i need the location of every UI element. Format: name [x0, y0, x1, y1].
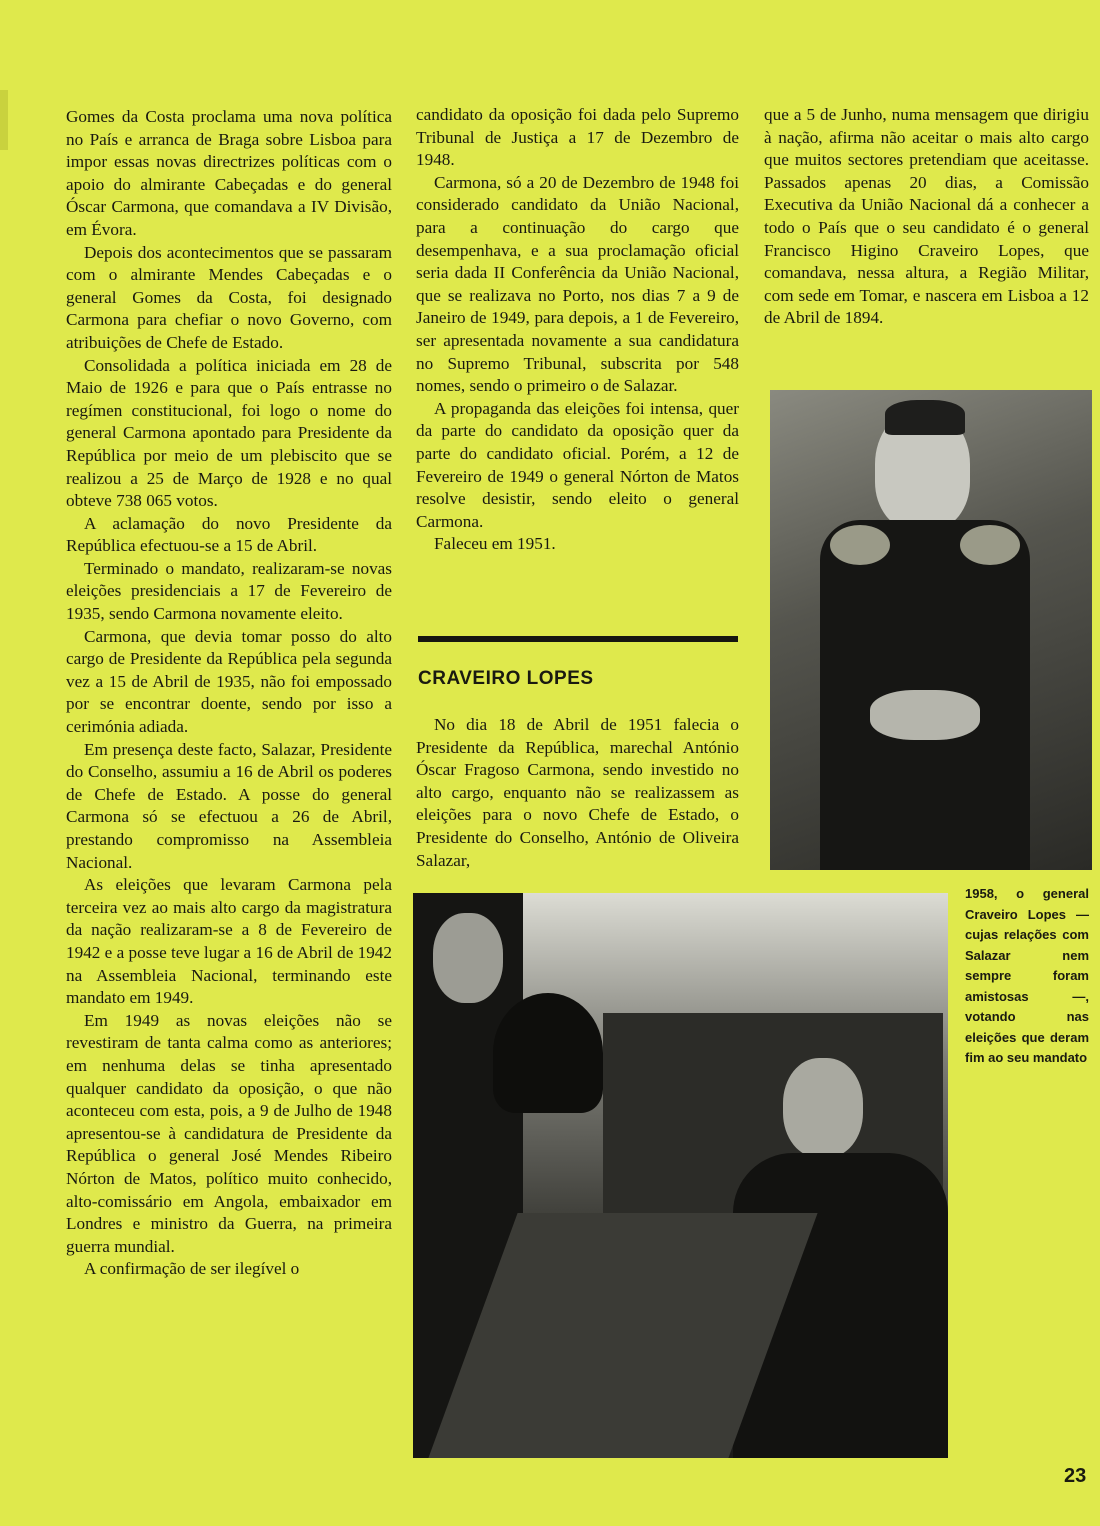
- text-column-2-section: [416, 714, 739, 872]
- text-column-1: [66, 106, 392, 1281]
- photo-caption: 1958, o general Craveiro Lopes — cujas relações com Salazar nem sempre foram amistosas —, votando nas eleições que deram fim ao seu mandato: [965, 886, 1089, 1065]
- page-edge: [0, 90, 8, 150]
- section-divider: [418, 636, 738, 642]
- text-column-3: [764, 104, 1089, 330]
- page-number: 23: [1064, 1465, 1087, 1487]
- paragraph: No dia 18 de Abril de 1951 falecia o Presidente da República, marechal António Óscar Fragoso Carmona, sendo investido no alto cargo, enquanto não se realizassem as eleições para o novo Chefe de Estado, o Presidente do Conselho, António de Oliveira Salazar,: [416, 715, 739, 870]
- paragraph: A propaganda das eleições foi intensa, quer da parte do candidato da oposição quer da parte do candidato oficial. Porém, a 12 de Fevereiro de 1949 o general Nórton de Matos resolve desistir, sendo eleito o general Carmona.: [416, 398, 739, 531]
- paragraph: A aclamação do novo Presidente da República efectuou-se a 15 de Abril.: [66, 513, 392, 556]
- paragraph: Carmona, só a 20 de Dezembro de 1948 foi considerado candidato da União Nacional, para a continuação do cargo que desempenhava, e a sua proclamação oficial seria dada II Conferência da União Nacional, que se realizava no Porto, nos dias 7 a 9 de Janeiro de 1949, para depois, a 1 de Fevereiro, ser apresentada novamente a sua candidatura no Supremo Tribunal, subscrita por 548 nomes, sendo o primeiro o de Salazar.: [416, 172, 739, 396]
- portrait-photo: [770, 390, 1092, 870]
- paragraph: Terminado o mandato, realizaram-se novas eleições presidenciais a 17 de Fevereiro de 1935, sendo Carmona novamente eleito.: [66, 558, 392, 624]
- paragraph: candidato da oposição foi dada pelo Supremo Tribunal de Justiça a 17 de Dezembro de 1948.: [416, 105, 739, 170]
- paragraph: Carmona, que devia tomar posso do alto cargo de Presidente da República pela segunda vez a 15 de Abril de 1935, não foi empossado por se encontrar doente, sendo por isso a cerimónia adiada.: [66, 626, 392, 737]
- paragraph: que a 5 de Junho, numa mensagem que dirigiu à nação, afirma não aceitar o mais alto cargo que muitos sectores pretendiam que aceitasse. Passados apenas 20 dias, a Comissão Executiva da União Nacional dá a conhecer a todo o País que o seu candidato é o general Francisco Higino Craveiro Lopes, que comandava, nessa altura, a Região Militar, com sede em Tomar, e nascera em Lisboa a 12 de Abril de 1894.: [764, 105, 1089, 328]
- paragraph: Faleceu em 1951.: [434, 534, 556, 554]
- text-column-2: [416, 104, 739, 556]
- section-heading: CRAVEIRO LOPES: [418, 668, 594, 689]
- paragraph: Depois dos acontecimentos que se passaram com o almirante Mendes Cabeçadas e o general Gomes da Costa, foi designado Carmona para chefiar o novo Governo, com atribuições de Chefe de Estado.: [66, 242, 392, 352]
- paragraph: Em presença deste facto, Salazar, Presidente do Conselho, assumiu a 16 de Abril os poderes de Chefe de Estado. A posse do general Carmona só se efectuou a 26 de Abril, prestando compromisso na Assembleia Nacional.: [66, 739, 392, 872]
- paragraph: Gomes da Costa proclama uma nova política no País e arranca de Braga sobre Lisboa para impor essas novas directrizes políticas com o apoio do almirante Cabeçadas e do general Óscar Carmona, que comandava a IV Divisão, em Évora.: [66, 107, 392, 239]
- paragraph: Consolidada a política iniciada em 28 de Maio de 1926 e para que o País entrasse no regímen constitucional, foi logo o nome do general Carmona apontado para Presidente da República por meio de um plebiscito que se realizou a 25 de Março de 1928 e no qual obteve 738 065 votos.: [66, 355, 392, 511]
- paragraph: Em 1949 as novas eleições não se revestiram de tanta calma como as anteriores; em nenhuma delas se tinha apresentado qualquer candidato da oposição, o que não aconteceu com esta, pois, a 9 de Julho de 1948 apresentou-se à candidatura de Presidente da República o general José Mendes Ribeiro Nórton de Matos, político muito conhecido, alto-comissário em Angola, embaixador em Londres e ministro da Guerra, na primeira guerra mundial.: [66, 1010, 392, 1256]
- paragraph: A confirmação de ser ilegível o: [84, 1259, 300, 1279]
- voting-photo: [413, 893, 948, 1458]
- paragraph: As eleições que levaram Carmona pela terceira vez ao mais alto cargo da magistratura da nação realizaram-se a 8 de Fevereiro de 1942 e a posse teve lugar a 16 de Abril de 1942 na Assembleia Nacional, terminando este mandato em 1949.: [66, 875, 392, 1008]
